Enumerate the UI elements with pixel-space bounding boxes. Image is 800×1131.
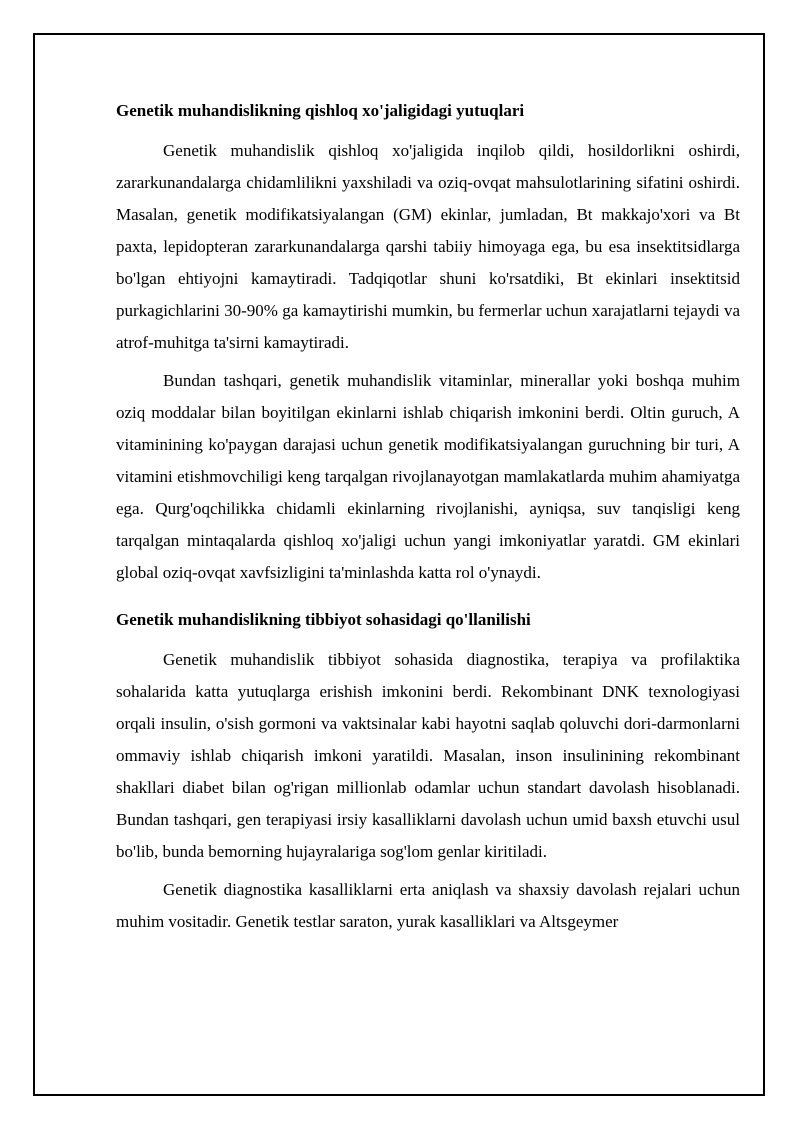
paragraph: Genetik diagnostika kasalliklarni erta aniqlash va shaxsiy davolash rejalari uchun muhim vositadir. Genetik testlar saraton, yurak kasalliklari va Altsgeymer [116, 880, 740, 931]
paragraph: Genetik muhandislik tibbiyot sohasida diagnostika, terapiya va profilaktika sohalarida katta yutuqlarga erishish imkonini berdi. Rekombinant DNK texnologiyasi orqali insulin, o'sish gormoni va vaktsinalar kabi hayotni saqlab qoluvchi dori-darmonlarni ommaviy ishlab chiqarish imkoni yaratildi. Masalan, inson insulinining rekombinant shakllari diabet bilan og'rigan millionlab odamlar uchun standart davolash hisoblanadi. Bundan tashqari, gen terapiyasi irsiy kasalliklarni davolash uchun umid baxsh etuvchi usul bo'lib, bunda bemorning hujayralariga sog'lom genlar kiritiladi. [116, 650, 740, 861]
section-heading-medicine: Genetik muhandislikning tibbiyot sohasidagi qo'llanilishi [116, 610, 531, 629]
paragraph: Bundan tashqari, genetik muhandislik vitaminlar, minerallar yoki boshqa muhim oziq moddalar bilan boyitilgan ekinlarni ishlab chiqarish imkonini berdi. Oltin guruch, A vitaminining ko'paygan darajasi uchun genetik modifikatsiyalangan guruchning bir turi, A vitamini etishmovchiligi keng tarqalgan rivojlanayotgan mamlakatlarda muhim ahamiyatga ega. Qurg'oqchilikka chidamli ekinlarning rivojlanishi, ayniqsa, suv tanqisligi keng tarqalgan mintaqalarda qishloq xo'jaligi uchun yangi imkoniyatlar yaratdi. GM ekinlari global oziq-ovqat xavfsizligini ta'minlashda katta rol o'ynaydi. [116, 371, 740, 582]
paragraph: Genetik muhandislik qishloq xo'jaligida inqilob qildi, hosildorlikni oshirdi, zararkunandalarga chidamlilikni yaxshiladi va oziq-ovqat mahsulotlarining sifatini oshirdi. Masalan, genetik modifikatsiyalangan (GM) ekinlar, jumladan, Bt makkajo'xori va Bt paxta, lepidopteran zararkunandalarga qarshi tabiiy himoyaga ega, bu esa insektitsidlarga bo'lgan ehtiyojni kamaytiradi. Tadqiqotlar shuni ko'rsatdiki, Bt ekinlari insektitsid purkagichlarini 30-90% ga kamaytirishi mumkin, bu fermerlar uchun xarajatlarni tejaydi va atrof-muhitga ta'sirni kamaytiradi. [116, 141, 740, 352]
document-body [116, 97, 740, 944]
section-heading-agriculture: Genetik muhandislikning qishloq xo'jaligidagi yutuqlari [116, 101, 525, 120]
